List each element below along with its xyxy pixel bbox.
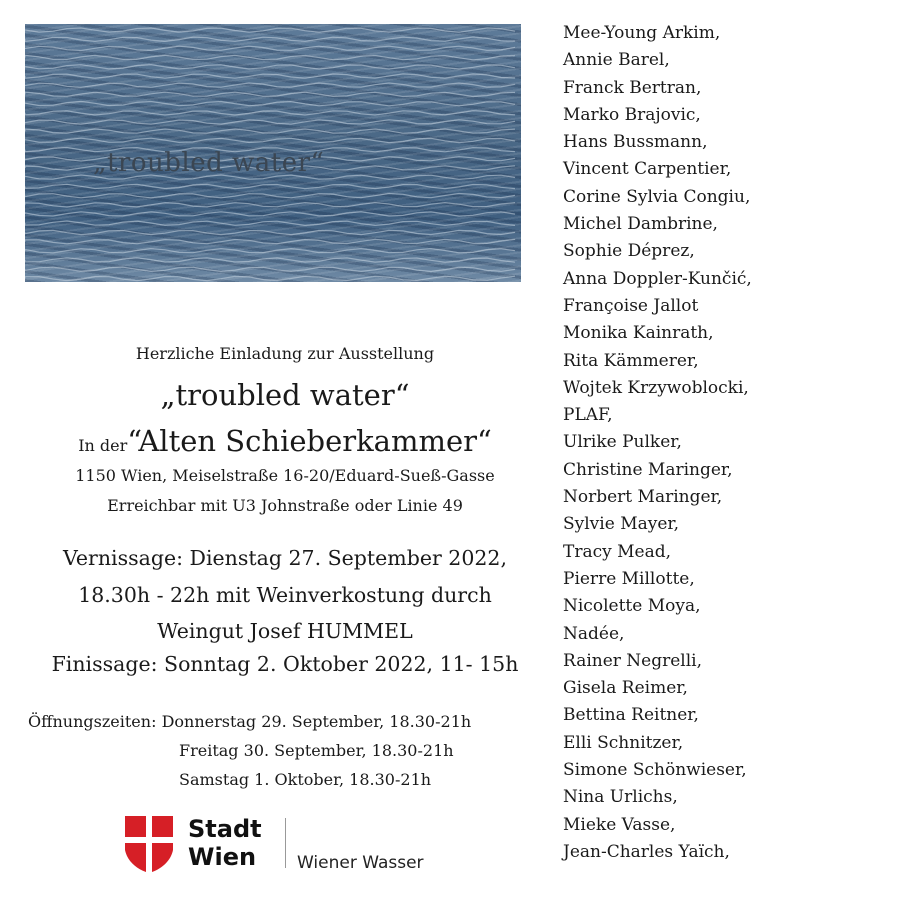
wave-line [25,37,515,41]
artist-name: Ulrike Pulker, [563,432,682,453]
artist-name: Tracy Mead, [563,541,672,562]
wave-line [25,203,515,207]
artist-name: Sylvie Mayer, [563,514,680,535]
wave-line [25,92,515,96]
venue-name: “Alten Schieberkammer“ [127,424,492,458]
opening-hours-day: Donnerstag 29. September, 18.30-21h [161,712,472,731]
wave-line [25,221,515,225]
artist-name: Nina Urlichs, [563,787,678,808]
opening-hours-label: Öffnungszeiten: [28,712,157,731]
artist-name: Marko Brajovic, [563,104,701,125]
wave-line [25,101,515,105]
finissage-date: Finissage: Sonntag 2. Oktober 2022, 11- 15h [51,652,519,676]
vernissage-time: 18.30h - 22h mit Weinverkostung durch [78,583,492,607]
wave-line [25,194,515,198]
wave-line [25,111,515,115]
vernissage-date: Vernissage: Dienstag 27. September 2022, [63,546,507,570]
artist-list [563,20,752,866]
artist-name: Monika Kainrath, [563,323,714,344]
artist-name: Rita Kämmerer, [563,350,699,371]
wave-line [25,249,515,253]
photo-caption: „troubled water“ [93,148,325,178]
artist-name: Mieke Vasse, [563,814,676,835]
wave-line [25,230,515,234]
artist-name: Corine Sylvia Congiu, [563,186,751,207]
wave-line [25,120,515,124]
artist-name: Franck Bertran, [563,77,702,98]
artist-name: Mee-Young Arkim, [563,23,721,43]
stadt-wien-logo [125,816,455,876]
vernissage-winery: Weingut Josef HUMMEL [157,619,413,643]
wave-line [25,258,515,262]
artist-name: Michel Dambrine, [563,214,718,235]
artist-name: Elli Schnitzer, [563,732,684,753]
wave-line [25,276,515,280]
wave-line [25,267,515,271]
wave-line [25,239,515,243]
wave-line [25,46,515,50]
invitation-intro: Herzliche Einladung zur Ausstellung [135,344,435,363]
artist-name: Françoise Jallot [563,295,699,316]
artist-name: Nicolette Moya, [563,596,701,617]
venue-address: 1150 Wien, Meiselstraße 16-20/Eduard-Sueß-Gasse [75,466,495,485]
opening-hours-row [28,736,471,765]
artist-name: Rainer Negrelli, [563,650,703,671]
wave-line [25,83,515,87]
water-photo [25,24,521,282]
artist-name: Bettina Reitner, [563,705,699,726]
logo-wordmark [188,815,262,871]
wave-line [25,55,515,59]
artist-name: Sophie Déprez, [563,241,695,262]
logo-line-stadt: Stadt [188,815,262,843]
artist-name: Jean-Charles Yaïch, [563,841,730,862]
opening-hours-day: Samstag 1. Oktober, 18.30-21h [179,770,432,789]
artist-name: Gisela Reimer, [563,678,688,699]
artist-name: Norbert Maringer, [563,487,723,508]
artist-name: Wojtek Krzywoblocki, [563,377,749,398]
artist-name: Anna Doppler-Kunčić, [563,268,752,289]
opening-hours-row [28,707,471,736]
opening-hours-row [28,765,471,794]
artist-name: Christine Maringer, [563,459,733,480]
artist-name: Pierre Millotte, [563,568,695,589]
logo-line-wien: Wien [188,843,257,871]
opening-hours [28,707,471,794]
wave-line [25,138,515,142]
opening-hours-day: Freitag 30. September, 18.30-21h [179,741,454,760]
wave-line [25,184,515,188]
vienna-shield-icon [125,816,173,872]
artist-name: Simone Schönwieser, [563,760,747,781]
artist-name: Annie Barel, [563,50,670,71]
logo-department: Wiener Wasser [297,853,424,873]
venue-prefix: In der [78,436,128,455]
artist-name: Hans Bussmann, [563,132,708,153]
artist-name: Nadée, [563,623,625,644]
wave-line [25,74,515,78]
wave-line [25,65,515,69]
exhibition-title: „troubled water“ [160,378,410,412]
logo-divider [285,818,286,868]
artist-name: Vincent Carpentier, [563,159,732,180]
wave-line [25,212,515,216]
artist-name: PLAF, [563,405,613,426]
transit-info: Erreichbar mit U3 Johnstraße oder Linie 49 [107,496,463,515]
wave-line [25,28,515,32]
wave-line [25,129,515,133]
venue-line [20,424,550,458]
